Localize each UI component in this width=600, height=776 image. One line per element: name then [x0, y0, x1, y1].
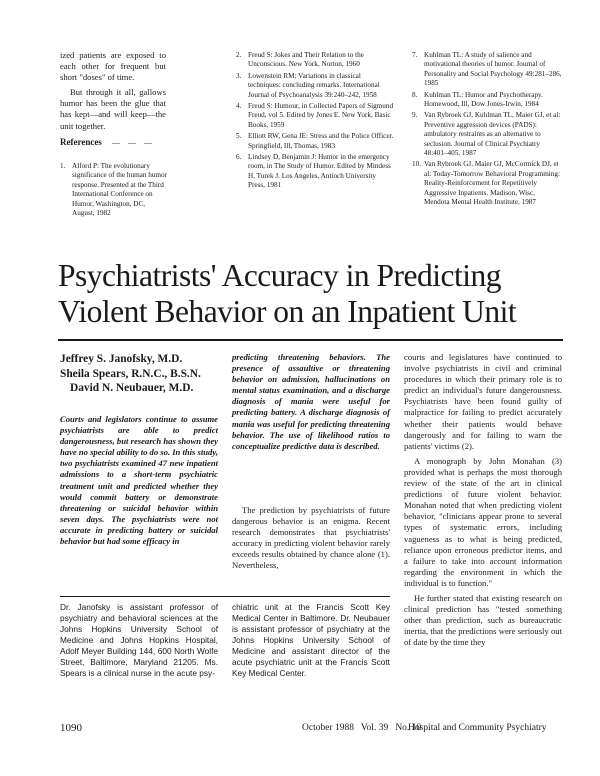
reference-number: 3. [236, 71, 242, 80]
abstract-part-2: predicting threatening behaviors. The presence of assaultive or threatening behavior on admission, hallucinations on mental status examination, and a discharge diagnosis of mania were useful for predicting battery. A discharge diagnosis of mania was useful for predicting threatening behavior. The use of likelihood ratios to conceptualize predictive data is described. [232, 352, 390, 451]
reference-number: 6. [236, 153, 242, 162]
journal-name: Hospital and Community Psychiatry [408, 723, 547, 733]
reference-text: Van Rybroek GJ, Kuhlman TL, Maier GJ, et al: Preventive aggression devices (PADS): ambulatory restraints as an alternative to seclusion. Journal of Clinical Psychiatry 48:401–405, 1987 [424, 111, 561, 158]
author-name: Sheila Spears, R.N.C., B.S.N. [60, 367, 201, 380]
body-paragraph: A monograph by John Monahan (3) provided what is perhaps the most thorough review of the state of the art in clinical predictions of future violent behavior. Monahan noted that when predicting violent behavior, "clinicians appear prone to several types of systematic errors, including vagueness as to what is being predicted, reliance upon erroneous predictor items, and a failure to take into account information regarding the environment in which the individual is to function." [404, 455, 562, 588]
author-name: David N. Neubauer, M.D. [70, 382, 194, 394]
reference-item [412, 51, 562, 89]
body-paragraph: courts and legislatures have continued to involve psychiatrists in civil and criminal procedures in which their primary role is to predict an individual's future dangerousness. Psychiatrists have been found guilty of malpractice for failing to predict accurately whether their patients would behave dangerously and for failing to warn the patients' victims (2). [404, 352, 562, 451]
reference-item [60, 162, 168, 218]
reference-number: 9. [412, 111, 418, 120]
abstract-part-1: Courts and legislators continue to assume psychiatrists are able to predict dangerousness, but research has shown they have no special ability to do so. In this study, two psychiatrists examined 47 new inpatient admissions to a short-term psychiatric treatment unit and predicted whether they would commit battery or demonstrate threatening or suicidal behavior within seven days. The psychiatrists were not accurate in predicting battery or suicidal behavior but had some efficacy in [60, 414, 218, 547]
reference-divider: — — — [112, 138, 155, 147]
reference-text: Kuhlman TL: Humor and Psychotherapy. Homewood, Ill, Dow Jones-Irwin, 1984 [424, 90, 543, 109]
reference-item [236, 51, 394, 70]
reference-item [236, 72, 394, 100]
footnote-rule [60, 596, 390, 597]
reference-number: 4. [236, 102, 242, 111]
reference-text: Kuhlman TL: A study of salience and motivational theories of humor. Journal of Personality and Social Psychology 49:281–286, 1985 [424, 51, 562, 88]
reference-text: Elliott RW, Gena JE: Stress and the Police Officer. Springfield, Ill, Thomas, 1983 [248, 132, 394, 150]
body-paragraph: The prediction by psychiatrists of future dangerous behavior is an enigma. Recent research demonstrates that psychiatrists' accuracy in predicting violent behavior rarely exceeds results obtained by chance alone (1). Nevertheless, [232, 505, 390, 571]
body-col3 [404, 352, 562, 648]
title-line-1: Psychiatrists' Accuracy in Predicting [58, 258, 501, 293]
reference-text: Van Rybroek GJ, Maier GJ, McCormick DJ, et al: Today-Tomorrow Behavioral Programming: Reality-Reinforcement for Repetitively Aggressive Inpatients. Madison, Wisc, Mendota Mental Health Institute, 1987 [424, 160, 560, 207]
title-rule [58, 339, 563, 341]
article-title [58, 258, 578, 330]
continued-paragraph: ized patients are exposed to each other for frequent but short "doses" of time. [60, 50, 166, 83]
author-footnote-part-2: chiatric unit at the Francis Scott Key Medical Center in Baltimore. Dr. Neubauer is assistant professor of psychiatry at the Johns Hopkins University School of Medicine and assistant director of the acute psychiatric unit at the Francis Scott Key Medical Center. [232, 602, 390, 678]
reference-item [412, 91, 562, 110]
reference-item [412, 160, 562, 207]
page-number: 1090 [60, 722, 82, 734]
reference-number: 7. [412, 51, 418, 59]
reference-text: Lowenstein RM: Variations in classical techniques: concluding remarks. International Journal of Psychoanalysis 39:240–242, 1958 [248, 71, 380, 99]
reference-item [412, 111, 562, 158]
author-name: Jeffrey S. Janofsky, M.D. [60, 353, 183, 365]
reference-number: 2. [236, 51, 242, 59]
reference-text: Lindsey D, Benjamin J: Humor in the emergency room, in The Study of Humor. Edited by Mindess H, Turek J. Los Angeles, Antioch University Press, 1981 [248, 153, 391, 190]
author-list [60, 352, 220, 396]
issue-info: October 1988 Vol. 39 No. 10 [302, 723, 422, 733]
body-col2 [232, 505, 390, 572]
references-heading [60, 137, 102, 147]
reference-number: 8. [412, 90, 418, 99]
reference-item [236, 132, 394, 151]
reference-number: 10. [412, 160, 421, 169]
reference-text: Alford P: The evolutionary significance of the human humor response. Presented at the Third International Conference on Humor, Washington, DC, August, 1982 [72, 162, 168, 218]
author-footnote-part-1: Dr. Janofsky is assistant professor of psychiatry and behavioral sciences at the Johns Hopkins University School of Medicine and Johns Hopkins Hospital, Adolf Meyer Building 144, 600 North Wolfe Street, Baltimore, Maryland 21205. Ms. Spears is a clinical nurse in the acute psy- [60, 602, 218, 678]
body-paragraph: He further stated that existing research on clinical prediction has "tested something other than prediction, such as bureaucratic inertia, that the predictions were seriously out of date by the time they [404, 592, 562, 648]
references-col1 [60, 162, 168, 220]
references-col2 [236, 51, 394, 193]
title-line-2: Violent Behavior on an Inpatient Unit [58, 294, 517, 329]
references-heading-text: References [60, 137, 102, 147]
reference-text: Freud S: Humour, in Collected Papers of Sigmund Freud, vol 5. Edited by Jones E. New York, Basic Books, 1959 [248, 102, 394, 129]
reference-number: 5. [236, 132, 242, 141]
continued-paragraph: But through it all, gallows humor has been the glue that has kept—and will keep—the unit together. [60, 87, 166, 131]
references-col3 [412, 51, 562, 210]
reference-item [236, 153, 394, 191]
reference-text: Freud S: Jokes and Their Relation to the Unconscious. New York, Norton, 1960 [248, 51, 364, 69]
continued-text-col1 [60, 50, 166, 132]
reference-number: 1. [60, 162, 66, 170]
reference-item [236, 102, 394, 130]
